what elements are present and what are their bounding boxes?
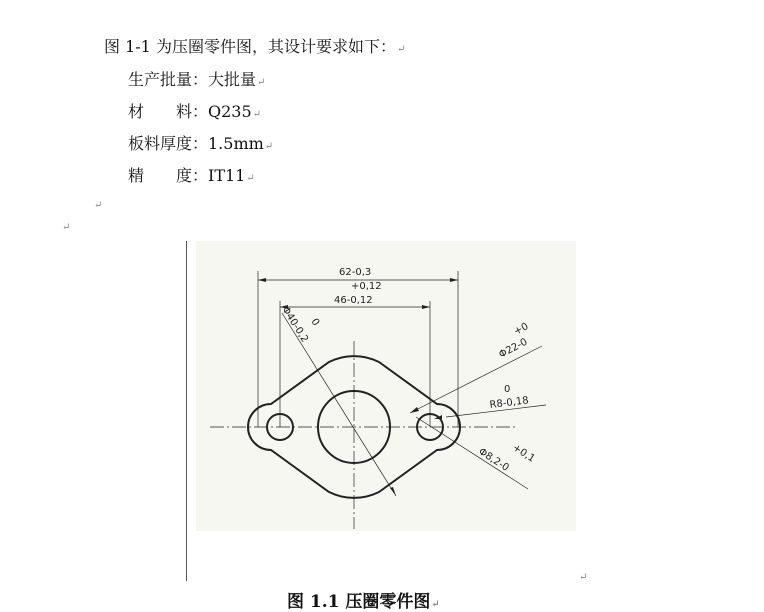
arrowhead	[390, 487, 396, 496]
figure-left-rule	[186, 241, 187, 581]
paragraph-mark-icon: ↵	[396, 44, 406, 55]
paragraph-mark-icon: ↵	[246, 173, 255, 184]
intro-text: 图 1-1 为压圈零件图，其设计要求如下：	[104, 37, 396, 56]
req-material	[128, 99, 261, 122]
arrowhead	[450, 278, 458, 282]
dim-phi22-label: Φ22-0	[497, 336, 530, 361]
req-material-text: 材 料：Q235	[128, 102, 252, 121]
req-batch-text: 生产批量：大批量	[128, 70, 257, 89]
part-drawing	[196, 241, 576, 531]
dim-r8-label: R8-0,18	[489, 395, 530, 411]
dim-tol-plus012: +0,12	[351, 281, 382, 292]
req-precision-text: 精 度：IT11	[128, 166, 246, 185]
req-precision	[128, 163, 255, 186]
empty-paragraph-mark-icon: ↵	[62, 222, 71, 233]
req-batch	[128, 67, 265, 90]
dim-phi82-label: Φ8,2-0	[476, 446, 511, 474]
paragraph-mark-icon: ↵	[579, 572, 588, 583]
dim-phi82-tol: +0,1	[510, 442, 537, 465]
paragraph-mark-icon: ↵	[257, 77, 266, 88]
arrowhead	[422, 305, 430, 309]
req-thickness	[128, 131, 273, 154]
empty-paragraph-mark-icon: ↵	[94, 200, 103, 211]
paragraph-mark-icon: ↵	[252, 109, 262, 120]
paragraph-mark-icon: ↵	[431, 599, 440, 610]
dim-r8-zero: 0	[504, 384, 511, 395]
arrowhead	[258, 278, 266, 282]
dim-62-label: 62-0,3	[339, 267, 372, 278]
figure-caption	[287, 587, 440, 612]
intro-line	[104, 34, 405, 57]
dim-phi40-label: Φ40-0,2	[279, 304, 311, 345]
paragraph-mark-icon: ↵	[264, 141, 274, 152]
dim-phi22-tol: +0	[512, 321, 531, 338]
arrowhead	[410, 407, 419, 413]
figure-caption-text: 图 1.1 压圈零件图	[287, 592, 431, 612]
dim-46-label: 46-0,12	[334, 295, 373, 306]
part-drawing-figure	[196, 241, 576, 531]
req-thickness-text: 板料厚度：1.5mm	[128, 134, 264, 153]
dim-phi40-zero: 0	[308, 316, 322, 328]
